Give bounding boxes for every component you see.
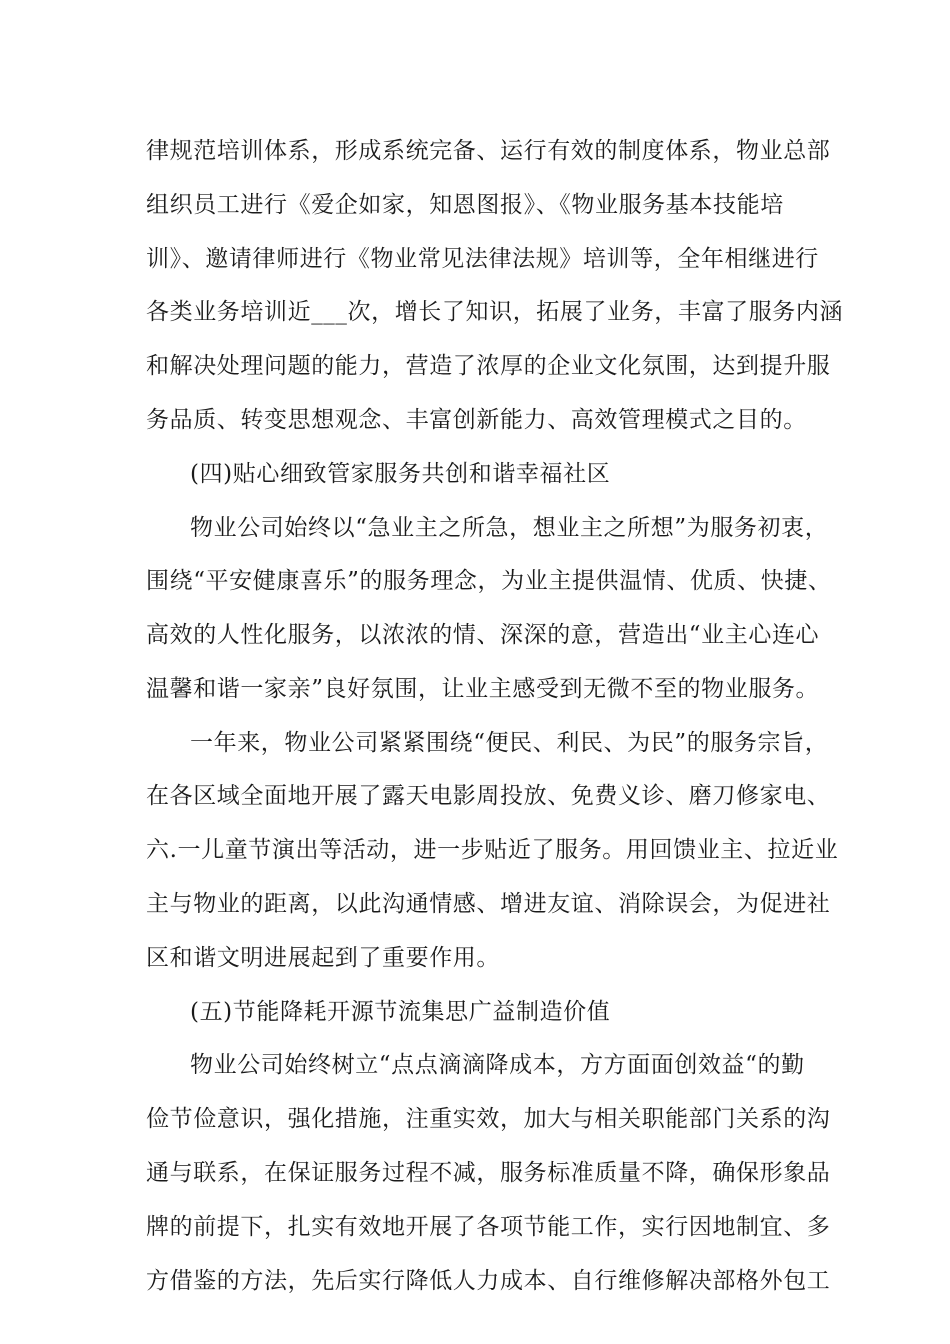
section-heading: (四)贴心细致管家服务共创和谐幸福社区 [190, 461, 611, 487]
text-line: 牌的前提下，扎实有效地开展了各项节能工作，实行因地制宜、多 [146, 1214, 831, 1240]
text-line: 方借鉴的方法，先后实行降低人力成本、自行维修解决部格外包工 [146, 1268, 831, 1294]
text-line: 和解决处理问题的能力，营造了浓厚的企业文化氛围，达到提升服 [146, 353, 831, 379]
text-line: 俭节俭意识，强化措施，注重实效，加大与相关职能部门关系的沟 [146, 1106, 831, 1132]
text-line: 组织员工进行《爱企如家，知恩图报》、《物业服务基本技能培 [146, 192, 784, 218]
text-line: 围绕“平安健康喜乐”的服务理念，为业主提供温情、优质、快捷、 [146, 568, 832, 594]
text-line: 务品质、转变思想观念、丰富创新能力、高效管理模式之目的。 [146, 407, 807, 433]
text-line: 物业公司始终以“急业主之所急，想业主之所想”为服务初衷， [190, 515, 829, 541]
text-line: 区和谐文明进展起到了重要作用。 [146, 945, 500, 971]
text-line: 六.一儿童节演出等活动，进一步贴近了服务。用回馈业主、拉近业 [146, 837, 839, 863]
text-line: 在各区域全面地开展了露天电影周投放、免费义诊、磨刀修家电、 [146, 783, 831, 809]
text-line: 温馨和谐一家亲”良好氛围，让业主感受到无微不至的物业服务。 [146, 676, 820, 702]
text-line: 通与联系，在保证服务过程不减，服务标准质量不降，确保形象品 [146, 1160, 831, 1186]
text-line: 各类业务培训近___次，增长了知识，拓展了业务，丰富了服务内涵 [146, 299, 844, 325]
text-line: 物业公司始终树立“点点滴滴降成本，方方面面创效益“的勤 [190, 1052, 805, 1078]
text-line: 训》、邀请律师进行《物业常见法律法规》培训等，全年相继进行 [146, 246, 819, 272]
text-line: 一年来，物业公司紧紧围绕“便民、利民、为民”的服务宗旨， [190, 730, 829, 756]
text-line: 律规范培训体系，形成系统完备、运行有效的制度体系，物业总部 [146, 138, 831, 164]
text-line: 主与物业的距离，以此沟通情感、增进友谊、消除误会，为促进社 [146, 891, 831, 917]
text-line: 高效的人性化服务，以浓浓的情、深深的意，营造出“业主心连心 [146, 622, 820, 648]
section-heading: (五)节能降耗开源节流集思广益制造价值 [190, 999, 611, 1025]
